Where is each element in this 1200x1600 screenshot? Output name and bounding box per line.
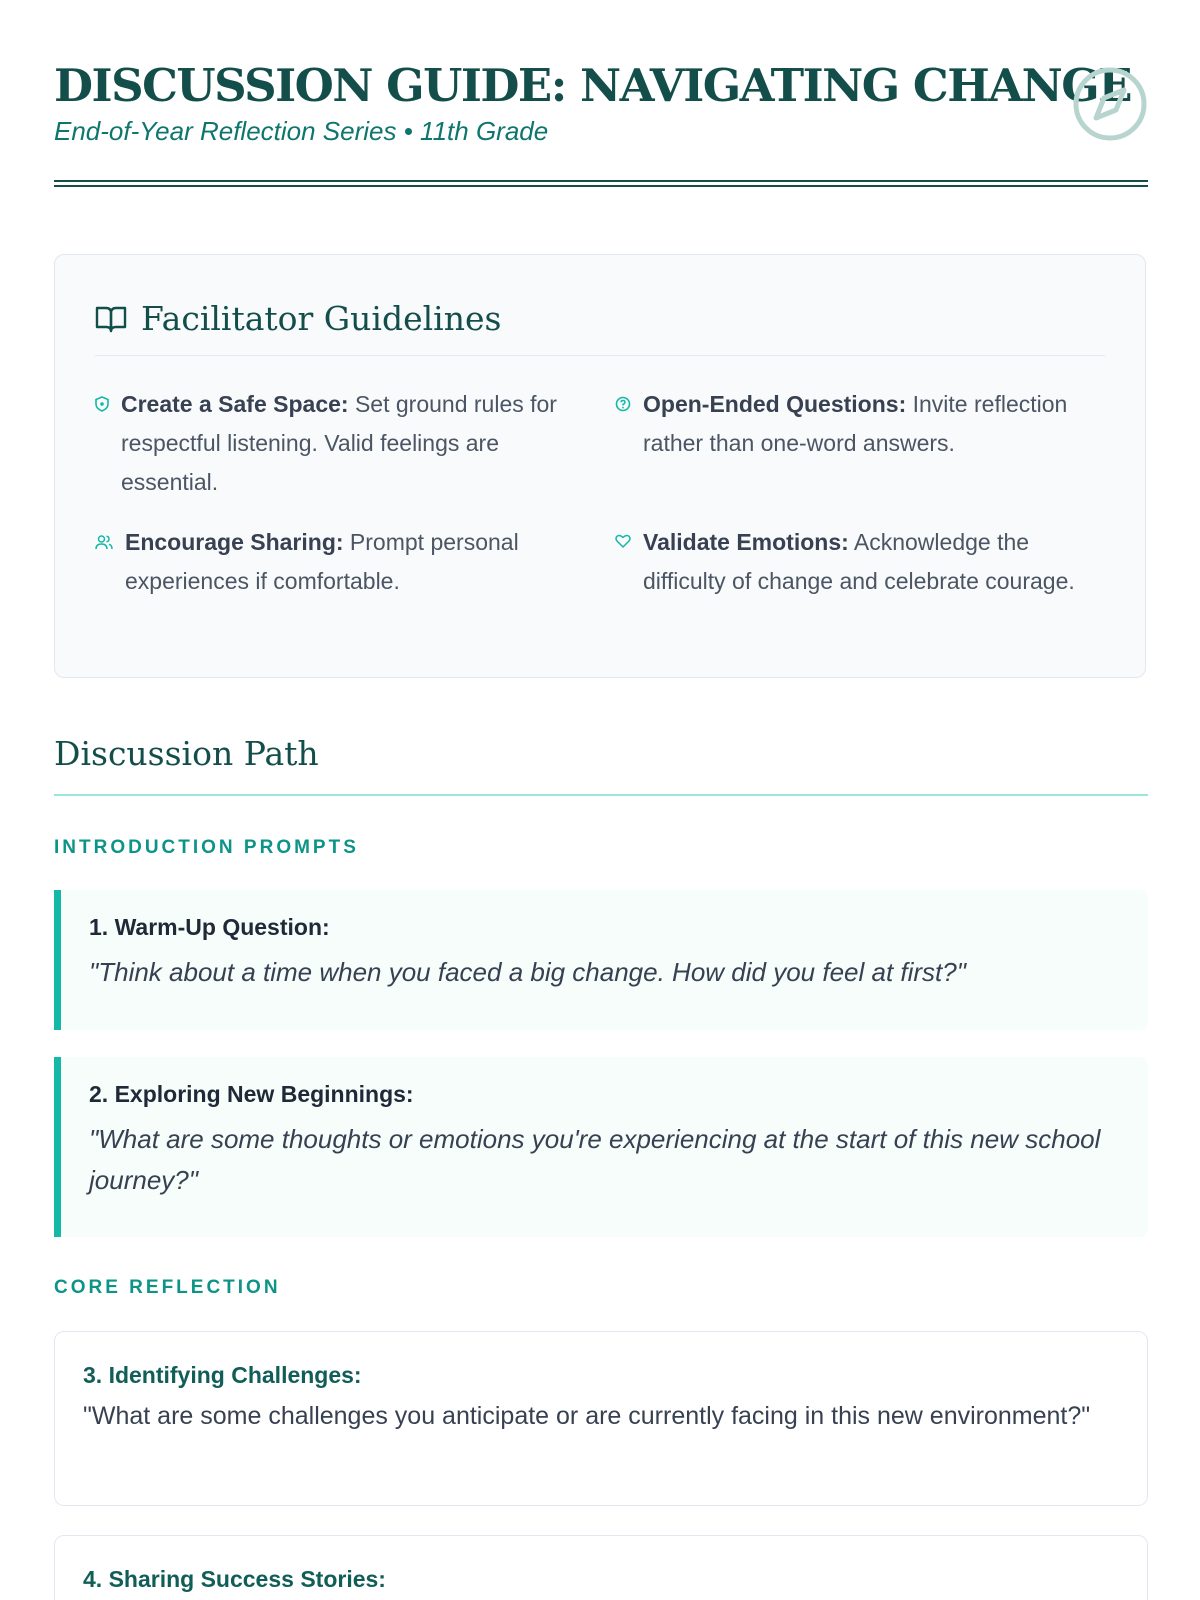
help-circle-icon [615, 396, 631, 412]
reflection-card [54, 1535, 1148, 1600]
guideline-text [643, 523, 1105, 601]
guideline-text [643, 385, 1105, 463]
reflection-text: "What are some challenges you anticipate or are currently facing in this new environment?" [83, 1402, 1091, 1430]
prompt-block [54, 1057, 1148, 1237]
guideline-label: Create a Safe Space: [121, 391, 349, 417]
reflection-label: 4. Sharing Success Stories: [83, 1566, 386, 1592]
guidelines-divider [95, 355, 1105, 356]
prompt-label: 1. Warm-Up Question: [89, 914, 330, 940]
reflection-label: 3. Identifying Challenges: [83, 1362, 362, 1388]
guideline-text [125, 523, 575, 601]
prompt-quote: "What are some thoughts or emotions you're experiencing at the start of this new school journey?" [89, 1124, 1101, 1195]
discussion-path-title: Discussion Path [54, 734, 319, 773]
prompt-block [54, 890, 1148, 1030]
users-icon [95, 534, 113, 550]
guideline-label: Validate Emotions: [643, 529, 849, 555]
page-title: DISCUSSION GUIDE: NAVIGATING CHANGE [54, 59, 1132, 112]
page-subtitle: End-of-Year Reflection Series • 11th Grade [54, 116, 549, 146]
guideline-description: Prompt personal experiences if comfortable. [125, 529, 519, 594]
guidelines-title: Facilitator Guidelines [141, 299, 502, 338]
section-label-introduction: INTRODUCTION PROMPTS [54, 837, 359, 858]
shield-icon [95, 396, 109, 412]
guideline-description: Set ground rules for respectful listening. Valid feelings are essential. [121, 391, 557, 495]
header-rule-top [54, 180, 1148, 182]
guideline-item [615, 523, 1105, 601]
guideline-label: Open-Ended Questions: [643, 391, 907, 417]
guideline-item [95, 523, 575, 601]
guideline-description: Invite reflection rather than one-word answers. [643, 391, 1068, 456]
page-header [54, 58, 1148, 146]
guideline-item [615, 385, 1105, 463]
prompt-label: 2. Exploring New Beginnings: [89, 1081, 414, 1107]
discussion-path-divider [54, 794, 1148, 796]
prompt-quote: "Think about a time when you faced a big change. How did you feel at first?" [89, 957, 966, 987]
guideline-text [121, 385, 575, 502]
book-open-icon [95, 304, 127, 334]
guideline-description: Acknowledge the difficulty of change and celebrate courage. [643, 529, 1075, 594]
facilitator-guidelines-panel [54, 254, 1146, 678]
guideline-item [95, 385, 575, 502]
reflection-card [54, 1331, 1148, 1506]
guideline-label: Encourage Sharing: [125, 529, 344, 555]
section-label-core-reflection: CORE REFLECTION [54, 1277, 281, 1298]
heart-icon [615, 534, 631, 548]
header-rule-bottom [54, 185, 1148, 187]
guidelines-heading [95, 299, 501, 339]
compass-icon [1072, 66, 1148, 142]
